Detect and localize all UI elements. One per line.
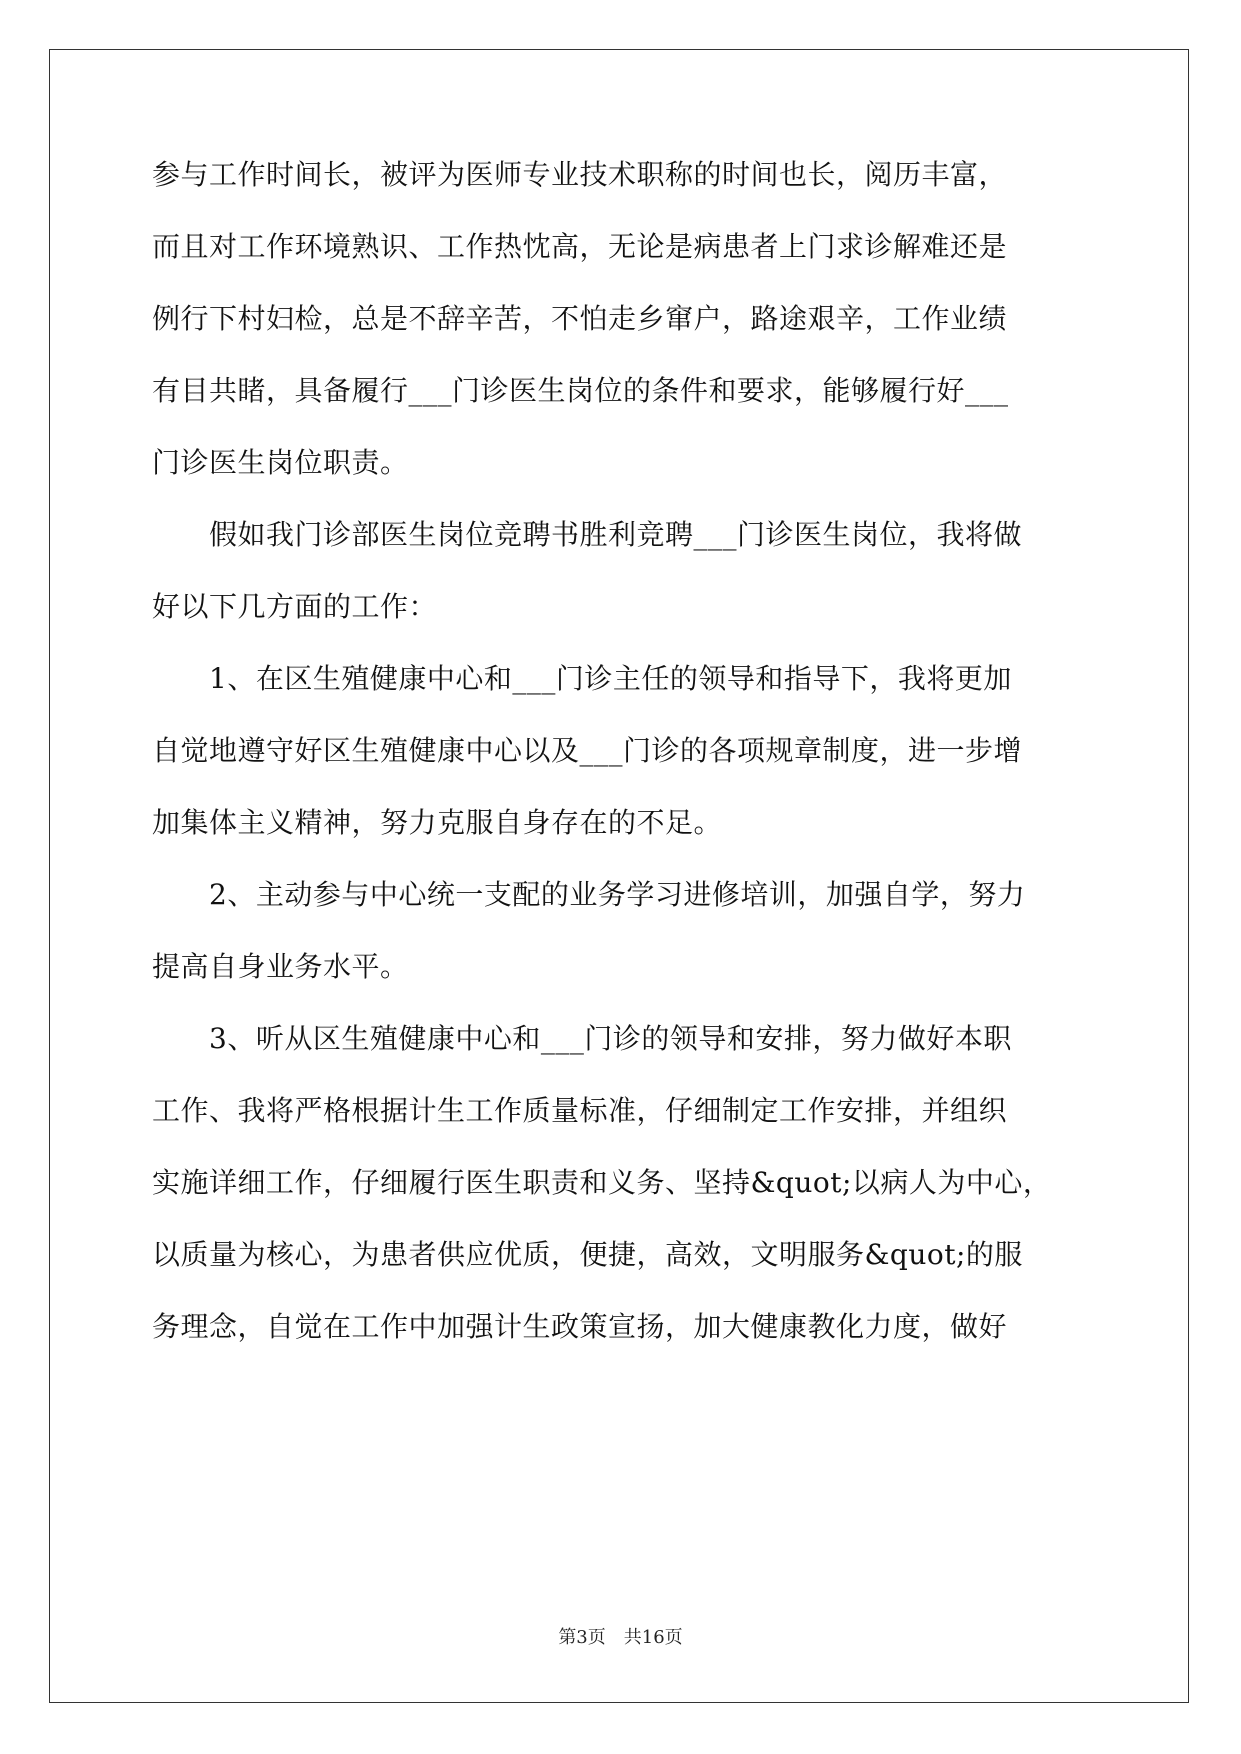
text-line: 门诊医生岗位职责。 [152,446,409,479]
text-line: 例行下村妇检，总是不辞辛苦，不怕走乡窜户，路途艰辛，工作业绩 [152,302,1008,335]
text-line: 提高自身业务水平。 [152,950,409,983]
text-line: 实施详细工作，仔细履行医生职责和义务、坚持&quot;以病人为中心， [152,1166,1052,1199]
text-line: 加集体主义精神，努力克服自身存在的不足。 [152,806,723,839]
page-number-footer: 第3页 共16页 [558,1627,683,1648]
text-line: 而且对工作环境熟识、工作热忱高，无论是病患者上门求诊解难还是 [152,230,1008,263]
text-line: 自觉地遵守好区生殖健康中心以及___门诊的各项规章制度，进一步增 [152,734,1023,767]
text-line: 参与工作时间长，被评为医师专业技术职称的时间也长，阅历丰富， [152,158,1008,191]
text-line: 务理念，自觉在工作中加强计生政策宣扬，加大健康教化力度，做好 [152,1310,1008,1343]
text-line: 好以下几方面的工作： [152,590,438,623]
text-line: 以质量为核心，为患者供应优质，便捷，高效，文明服务&quot;的服 [152,1238,1023,1271]
text-line: 有目共睹，具备履行___门诊医生岗位的条件和要求，能够履行好___ [152,374,1009,407]
text-line: 3、听从区生殖健康中心和___门诊的领导和安排，努力做好本职 [152,1022,1012,1055]
text-line: 假如我门诊部医生岗位竞聘书胜利竞聘___门诊医生岗位，我将做 [152,518,1023,551]
text-line: 1、在区生殖健康中心和___门诊主任的领导和指导下，我将更加 [152,662,1012,695]
page-border [49,49,1189,1703]
text-line: 2、主动参与中心统一支配的业务学习进修培训，加强自学，努力 [152,878,1026,911]
text-line: 工作、我将严格根据计生工作质量标准，仔细制定工作安排，并组织 [152,1094,1008,1127]
